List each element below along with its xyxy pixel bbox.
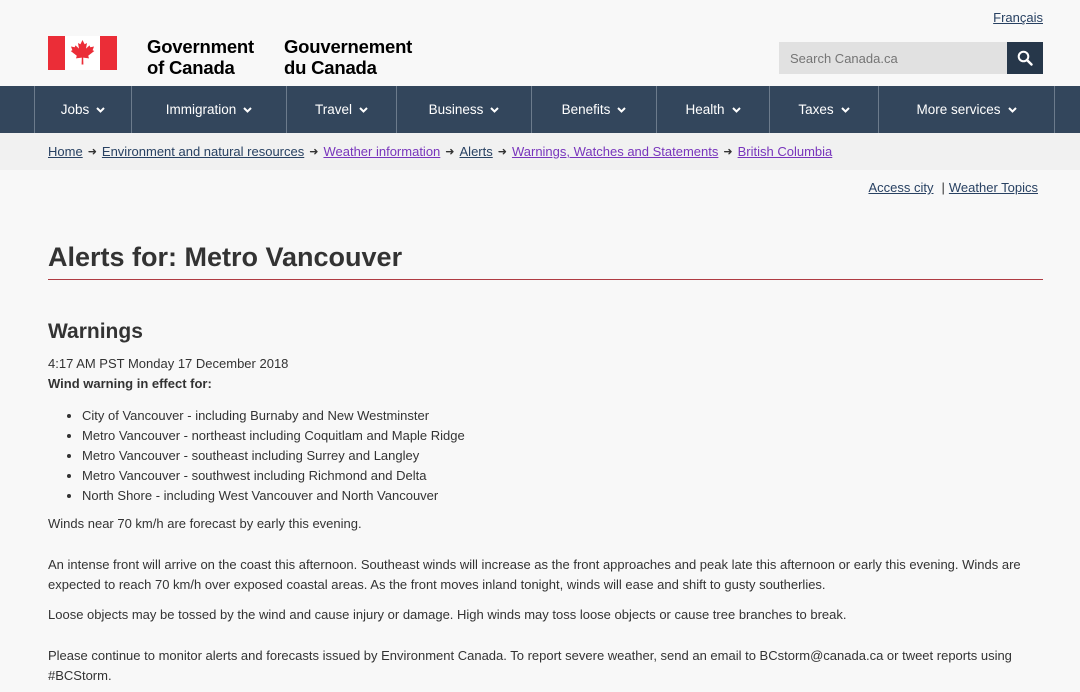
breadcrumb-weather-information[interactable]: Weather information [323, 144, 441, 159]
menu-item-label: Taxes [798, 102, 834, 117]
menu-item-jobs[interactable] [35, 86, 132, 133]
wordmark-french-line2: du Canada [283, 57, 377, 78]
subnav-separator: | [941, 180, 945, 195]
menu-item-more-services[interactable] [879, 86, 1055, 133]
menu-item-label: Jobs [60, 102, 90, 117]
government-logo[interactable] [48, 36, 412, 78]
site-header [0, 0, 1080, 86]
breadcrumb-warnings-watches[interactable]: Warnings, Watches and Statements [511, 144, 719, 159]
wordmark-english-line1: Government [147, 36, 254, 57]
chevron-down-icon [1008, 107, 1017, 113]
chevron-down-icon [243, 107, 252, 113]
wordmark-french [284, 36, 412, 78]
monitor-notice: Please continue to monitor alerts and forecasts issued by Environment Canada. To report severe weather, send an email to BCstorm@canada.ca or tweet reports using #BCStorm. [48, 648, 1012, 683]
arrow-right-icon: ➜ [309, 146, 319, 158]
breadcrumb-british-columbia[interactable]: British Columbia [737, 144, 833, 159]
breadcrumb-alerts[interactable]: Alerts [459, 144, 493, 159]
chevron-down-icon [617, 107, 626, 113]
search-icon [1017, 50, 1033, 66]
arrow-right-icon: ➜ [445, 146, 455, 158]
wordmark-english [147, 36, 254, 78]
title-divider [48, 279, 1043, 280]
wordmark-french-line1: Gouvernement [283, 36, 413, 57]
chevron-down-icon [96, 107, 105, 113]
affected-areas-list [82, 406, 465, 506]
breadcrumb-home[interactable]: Home [48, 144, 83, 159]
menu-item-health[interactable] [657, 86, 770, 133]
menu-spacer [0, 86, 35, 133]
chevron-down-icon [841, 107, 850, 113]
page-title: Alerts for: Metro Vancouver [48, 242, 403, 272]
menu-item-label: Immigration [165, 102, 237, 117]
wordmark-english-line2: of Canada [147, 57, 235, 78]
impact-statement: Loose objects may be tossed by the wind and cause injury or damage. High winds may toss loose objects or cause tree branches to break. [48, 607, 847, 622]
menu-item-taxes[interactable] [770, 86, 879, 133]
menu-item-immigration[interactable] [132, 86, 287, 133]
warnings-heading: Warnings [48, 320, 143, 343]
forecast-details: An intense front will arrive on the coast this afternoon. Southeast winds will increase as the front approaches and peak late this afternoon or early this evening. Winds are expected to reach 70 km/h over exposed coastal areas. As the front moves inland tonight, winds will ease and shift to gusty southerlies. [48, 557, 1021, 592]
breadcrumb [48, 144, 832, 159]
language-toggle-link[interactable]: Français [993, 10, 1043, 25]
search-input[interactable] [779, 42, 1007, 74]
menu-item-travel[interactable] [287, 86, 397, 133]
menu-item-label: Business [428, 102, 484, 117]
menu-item-label: Health [685, 102, 725, 117]
arrow-right-icon: ➜ [497, 146, 507, 158]
weather-topics-link[interactable]: Weather Topics [948, 180, 1038, 195]
chevron-down-icon [732, 107, 741, 113]
main-menu [0, 86, 1080, 133]
menu-item-business[interactable] [397, 86, 532, 133]
issued-timestamp: 4:17 AM PST Monday 17 December 2018 [48, 356, 289, 371]
menu-item-label: Benefits [561, 102, 611, 117]
search-button[interactable] [1007, 42, 1043, 74]
menu-item-benefits[interactable] [532, 86, 657, 133]
list-item: • Metro Vancouver - southeast including Surrey and Langley [82, 446, 465, 466]
menu-filler [1055, 86, 1080, 133]
list-item: • Metro Vancouver - southwest including Richmond and Delta [82, 466, 465, 486]
site-search [779, 42, 1043, 74]
forecast-summary: Winds near 70 km/h are forecast by early this evening. [48, 516, 362, 531]
arrow-right-icon: ➜ [723, 146, 733, 158]
menu-item-label: More services [916, 102, 1001, 117]
warning-effect-label: Wind warning in effect for: [48, 376, 212, 391]
chevron-down-icon [490, 107, 499, 113]
list-item: • City of Vancouver - including Burnaby and New Westminster [82, 406, 465, 426]
menu-item-label: Travel [314, 102, 352, 117]
list-item: • North Shore - including West Vancouver and North Vancouver [82, 486, 465, 506]
access-city-link[interactable]: Access city [868, 180, 934, 195]
canada-flag-icon [48, 36, 117, 70]
weather-subnav [868, 180, 1038, 195]
list-item: • Metro Vancouver - northeast including Coquitlam and Maple Ridge [82, 426, 465, 446]
breadcrumb-bar [0, 133, 1080, 170]
arrow-right-icon: ➜ [87, 146, 97, 158]
breadcrumb-environment[interactable]: Environment and natural resources [101, 144, 305, 159]
chevron-down-icon [359, 107, 368, 113]
